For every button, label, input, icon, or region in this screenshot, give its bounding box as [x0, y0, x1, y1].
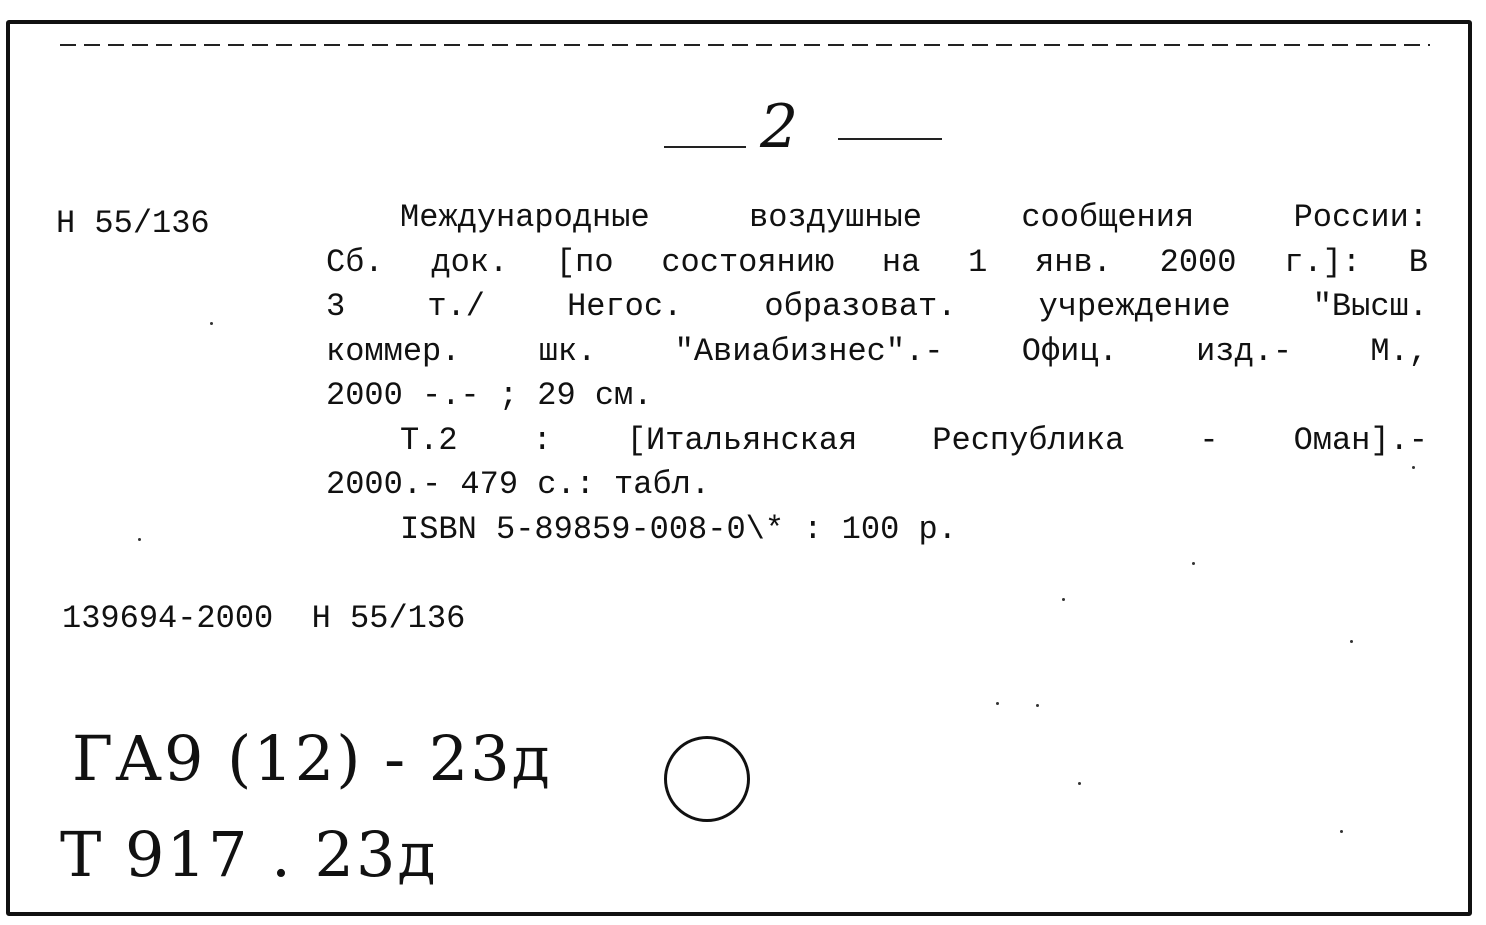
entry-line: Сб. док. [по состоянию на 1 янв. 2000 г.]: В [326, 243, 1428, 281]
scan-speck [1192, 562, 1195, 565]
scan-speck [1062, 598, 1065, 601]
entry-line: ISBN 5-89859-008-0\* : 100 р. [400, 510, 957, 548]
entry-line: 2000 -.- ; 29 см. [326, 377, 653, 414]
scan-speck [1340, 830, 1343, 833]
handwritten-classification-1: ГА9 (12) - 23д [72, 722, 552, 795]
entry-line: Международные воздушные сообщения России: [400, 199, 1428, 236]
accession-number: 139694-2000 Н 55/136 [62, 600, 466, 637]
scan-speck [210, 322, 213, 325]
page-number-dash-left [664, 146, 746, 148]
entry-line: коммер. шк. "Авиабизнес".- Офиц. изд.- М., [326, 332, 1428, 370]
top-dashed-rule [60, 44, 1430, 46]
scan-speck [138, 538, 141, 541]
handwritten-classification-2: Т 917 . 23д [60, 818, 438, 891]
entry-line: 3 т./ Негос. образоват. учреждение "Высш. [326, 288, 1428, 325]
shelfmark: Н 55/136 [56, 205, 210, 242]
entry-line: 2000.- 479 с.: табл. [326, 466, 711, 503]
scan-speck [1078, 782, 1081, 785]
scan-speck [1036, 704, 1039, 707]
hole-punch-circle [664, 736, 750, 822]
scan-speck [1350, 640, 1353, 643]
page-number-dash-right [838, 138, 942, 140]
scan-speck [1412, 466, 1415, 469]
scan-speck [996, 702, 999, 705]
entry-line: Т.2 : [Итальянская Республика - Оман].- [400, 421, 1428, 459]
page-number: 2 [760, 92, 801, 162]
bibliographic-entry [326, 196, 1428, 552]
